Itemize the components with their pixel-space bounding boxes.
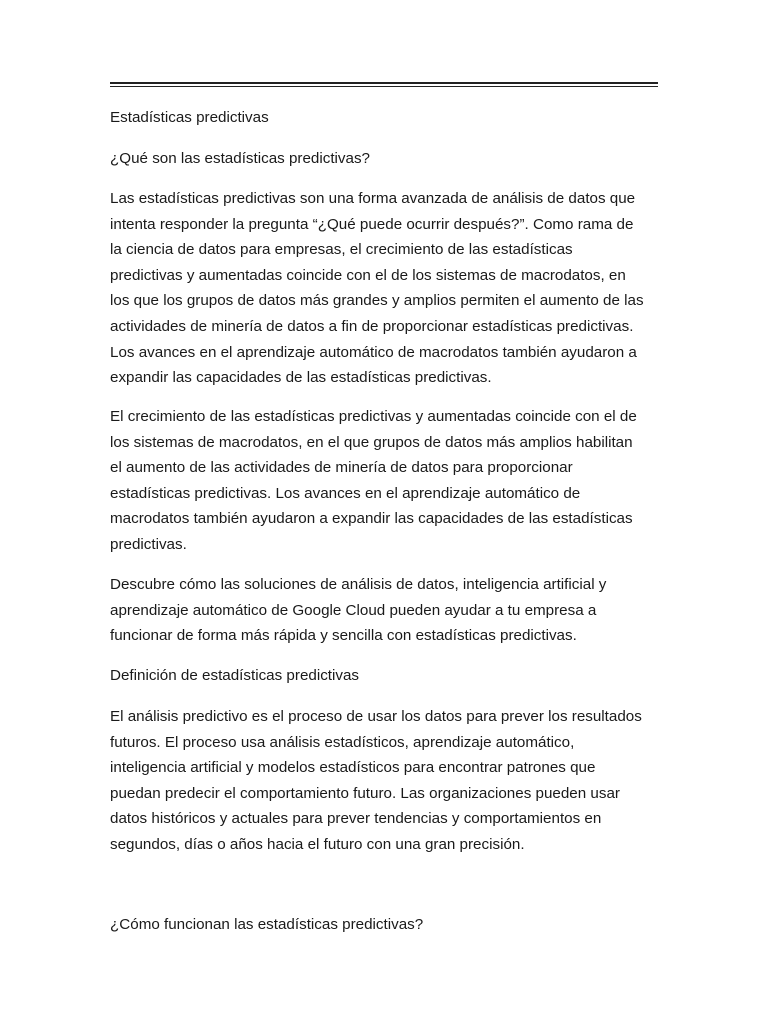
header-double-rule	[110, 82, 658, 87]
paragraph-line: El análisis predictivo es el proceso de usar los datos para prever los resultados	[110, 708, 642, 725]
paragraph-definition	[110, 704, 658, 858]
paragraph-line: predictivas y aumentadas coincide con el de los sistemas de macrodatos, en	[110, 266, 626, 284]
question-heading-how-work: ¿Cómo funcionan las estadísticas predictivas?	[110, 916, 424, 933]
rule-thin	[110, 86, 658, 87]
paragraph-line: puedan predecir el comportamiento futuro. Las organizaciones pueden usar	[110, 784, 620, 802]
question-heading-what-are: ¿Qué son las estadísticas predictivas?	[110, 150, 370, 167]
paragraph-line: predictivas.	[110, 535, 187, 553]
paragraph-line: los sistemas de macrodatos, en el que grupos de datos más amplios habilitan	[110, 433, 633, 451]
rule-thick	[110, 82, 658, 84]
paragraph-line: funcionar de forma más rápida y sencilla con estadísticas predictivas.	[110, 627, 577, 645]
paragraph-line: macrodatos también ayudaron a expandir las capacidades de las estadísticas	[110, 510, 633, 528]
paragraph-line: segundos, días o años hacia el futuro con una gran precisión.	[110, 835, 525, 853]
paragraph-line: Descubre cómo las soluciones de análisis de datos, inteligencia artificial y	[110, 576, 607, 593]
paragraph-line: Las estadísticas predictivas son una forma avanzada de análisis de datos que	[110, 190, 636, 207]
paragraph-line: datos históricos y actuales para prever tendencias y comportamientos en	[110, 810, 602, 828]
paragraph-line: Los avances en el aprendizaje automático de macrodatos también ayudaron a	[110, 343, 637, 361]
definition-heading: Definición de estadísticas predictivas	[110, 667, 360, 684]
paragraph-line: aprendizaje automático de Google Cloud pueden ayudar a tu empresa a	[110, 601, 597, 619]
paragraph-line: intenta responder la pregunta “¿Qué puede ocurrir después?”. Como rama de	[110, 215, 634, 233]
paragraph-line: los que los grupos de datos más grandes y amplios permiten el aumento de las	[110, 292, 644, 310]
paragraph-line: el aumento de las actividades de minería de datos para proporcionar	[110, 459, 573, 477]
paragraph-line: la ciencia de datos para empresas, el crecimiento de las estadísticas	[110, 241, 573, 259]
paragraph-discover	[110, 572, 658, 649]
paragraph-growth	[110, 404, 658, 558]
paragraph-line: expandir las capacidades de las estadísticas predictivas.	[110, 369, 492, 387]
paragraph-intro	[110, 186, 658, 391]
document-title: Estadísticas predictivas	[110, 109, 269, 126]
paragraph-line: El crecimiento de las estadísticas predictivas y aumentadas coincide con el de	[110, 408, 637, 425]
paragraph-line: estadísticas predictivas. Los avances en el aprendizaje automático de	[110, 484, 581, 502]
paragraph-line: futuros. El proceso usa análisis estadísticos, aprendizaje automático,	[110, 733, 575, 751]
document-page	[110, 0, 658, 1024]
paragraph-line: actividades de minería de datos a fin de proporcionar estadísticas predictivas.	[110, 317, 634, 335]
paragraph-line: inteligencia artificial y modelos estadísticos para encontrar patrones que	[110, 759, 596, 777]
